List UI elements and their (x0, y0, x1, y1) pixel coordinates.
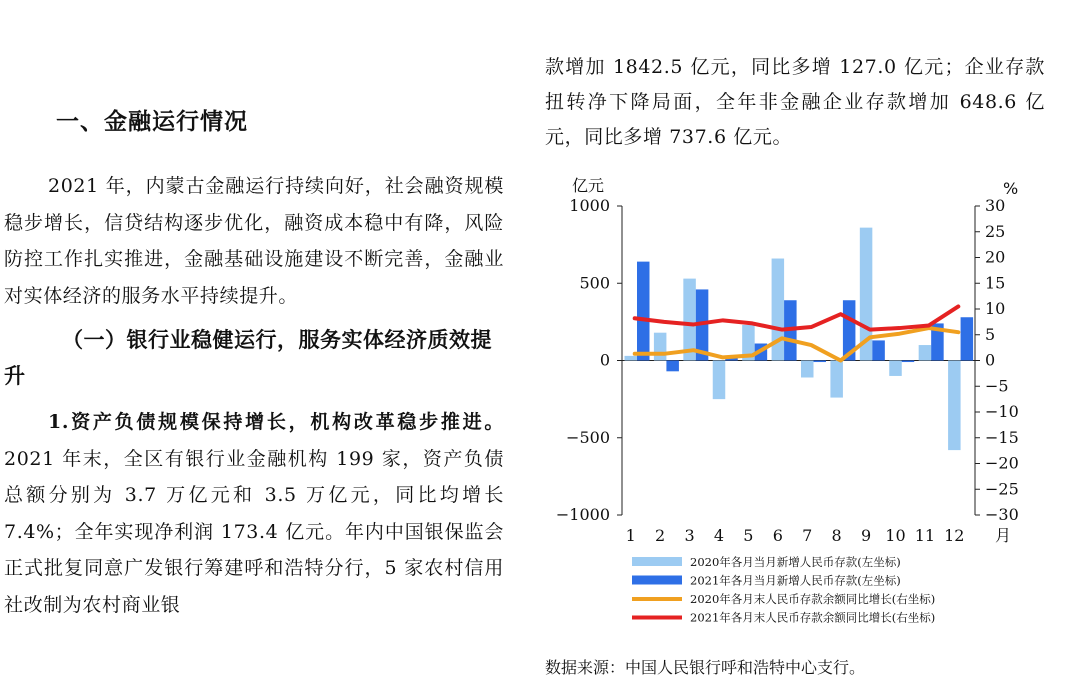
legend-swatch-1 (632, 576, 682, 585)
bar-2020-8 (830, 361, 843, 398)
deposit-chart (540, 170, 1060, 655)
right-tick-label: −20 (985, 453, 1019, 473)
x-tick-label: 5 (743, 526, 754, 545)
legend-label-1: 2021年各月当月新增人民币存款(左坐标) (690, 573, 901, 588)
legend-label-2: 2020年各月末人民币存款余额同比增长(右坐标) (690, 592, 936, 606)
x-tick-label: 3 (684, 526, 695, 545)
right-tick-label: 15 (985, 273, 1006, 293)
x-tick-label: 1 (625, 526, 636, 545)
right-tick-label: 0 (985, 350, 996, 370)
x-tick-label: 11 (914, 526, 936, 545)
right-tick-label: −25 (985, 479, 1019, 499)
right-unit-label: % (1003, 179, 1019, 198)
paragraph-body: 2021 年末，全区有银行业金融机构 199 家，资产负债总额分别为 3.7 万亿元和 3.5 万亿元，同比均增长 7.4%；全年实现净利润 173.4 亿元。年内中国银保监会正式批复同意广发银行筹建呼和浩特分行，5 家农村信用社改制为农村商业银 (4, 447, 504, 616)
bar-2021-9 (872, 340, 885, 360)
x-tick-label: 12 (944, 526, 965, 545)
subsection-title: （一）银行业稳健运行，服务实体经济质效提升 (4, 328, 492, 388)
right-tick-label: −30 (985, 505, 1019, 524)
right-column (545, 50, 1045, 155)
left-column (4, 96, 504, 623)
left-tick-label: −500 (566, 427, 610, 447)
bar-2020-3 (683, 279, 696, 361)
data-source: 数据来源：中国人民银行呼和浩特中心支行。 (545, 658, 866, 677)
x-tick-label: 8 (831, 526, 842, 545)
bar-2020-7 (801, 361, 814, 378)
left-tick-label: −1000 (555, 505, 610, 524)
bar-2021-2 (666, 361, 678, 372)
bar-2020-2 (654, 333, 667, 361)
x-axis-unit: 月 (994, 526, 1012, 545)
left-tick-label: 0 (599, 350, 610, 370)
x-tick-label: 10 (885, 526, 906, 545)
legend-label-0: 2020年各月当月新增人民币存款(左坐标) (690, 555, 901, 569)
intro-paragraph: 2021 年，内蒙古金融运行持续向好，社会融资规模稳步增长，信贷结构逐步优化，融资成本稳中有降，风险防控工作扎实推进，金融基础设施建设不断完善，金融业对实体经济的服务水平持续提升。 (4, 175, 504, 307)
right-tick-label: 30 (985, 196, 1006, 215)
body-paragraph (4, 404, 504, 623)
bar-2021-1 (637, 262, 650, 361)
bar-2021-7 (814, 361, 827, 363)
section-title: 一、金融运行情况 (56, 109, 248, 135)
x-tick-label: 2 (655, 526, 666, 545)
bar-2020-10 (889, 361, 902, 376)
legend-label-3: 2021年各月末人民币存款余额同比增长(右坐标) (690, 610, 936, 625)
right-tick-label: −10 (985, 402, 1019, 421)
left-tick-label: 1000 (569, 196, 610, 215)
right-tick-label: 20 (985, 247, 1006, 267)
right-paragraph: 款增加 1842.5 亿元，同比多增 127.0 亿元；企业存款扭转净下降局面，全年非金融企业存款增加 648.6 亿元，同比多增 737.6 亿元。 (545, 56, 1045, 148)
bar-2021-12 (961, 317, 974, 360)
left-unit-label: 亿元 (572, 176, 605, 195)
right-tick-label: −5 (985, 376, 1009, 396)
right-tick-label: −15 (985, 427, 1019, 447)
left-tick-label: 500 (579, 273, 610, 293)
bar-2021-10 (902, 361, 915, 363)
bar-2020-4 (713, 361, 726, 400)
paragraph-lead: 1.资产负债规模保持增长，机构改革稳步推进。 (48, 411, 504, 433)
x-tick-label: 4 (713, 526, 725, 545)
x-tick-label: 9 (860, 526, 872, 545)
bar-2020-12 (948, 361, 961, 451)
legend-swatch-0 (632, 557, 682, 566)
right-tick-label: 10 (985, 299, 1006, 318)
bar-2020-1 (625, 356, 638, 361)
bar-2020-11 (919, 345, 932, 360)
right-tick-label: 25 (985, 221, 1006, 241)
x-tick-label: 6 (772, 526, 783, 545)
x-tick-label: 7 (802, 526, 813, 545)
right-tick-label: 5 (985, 324, 996, 344)
